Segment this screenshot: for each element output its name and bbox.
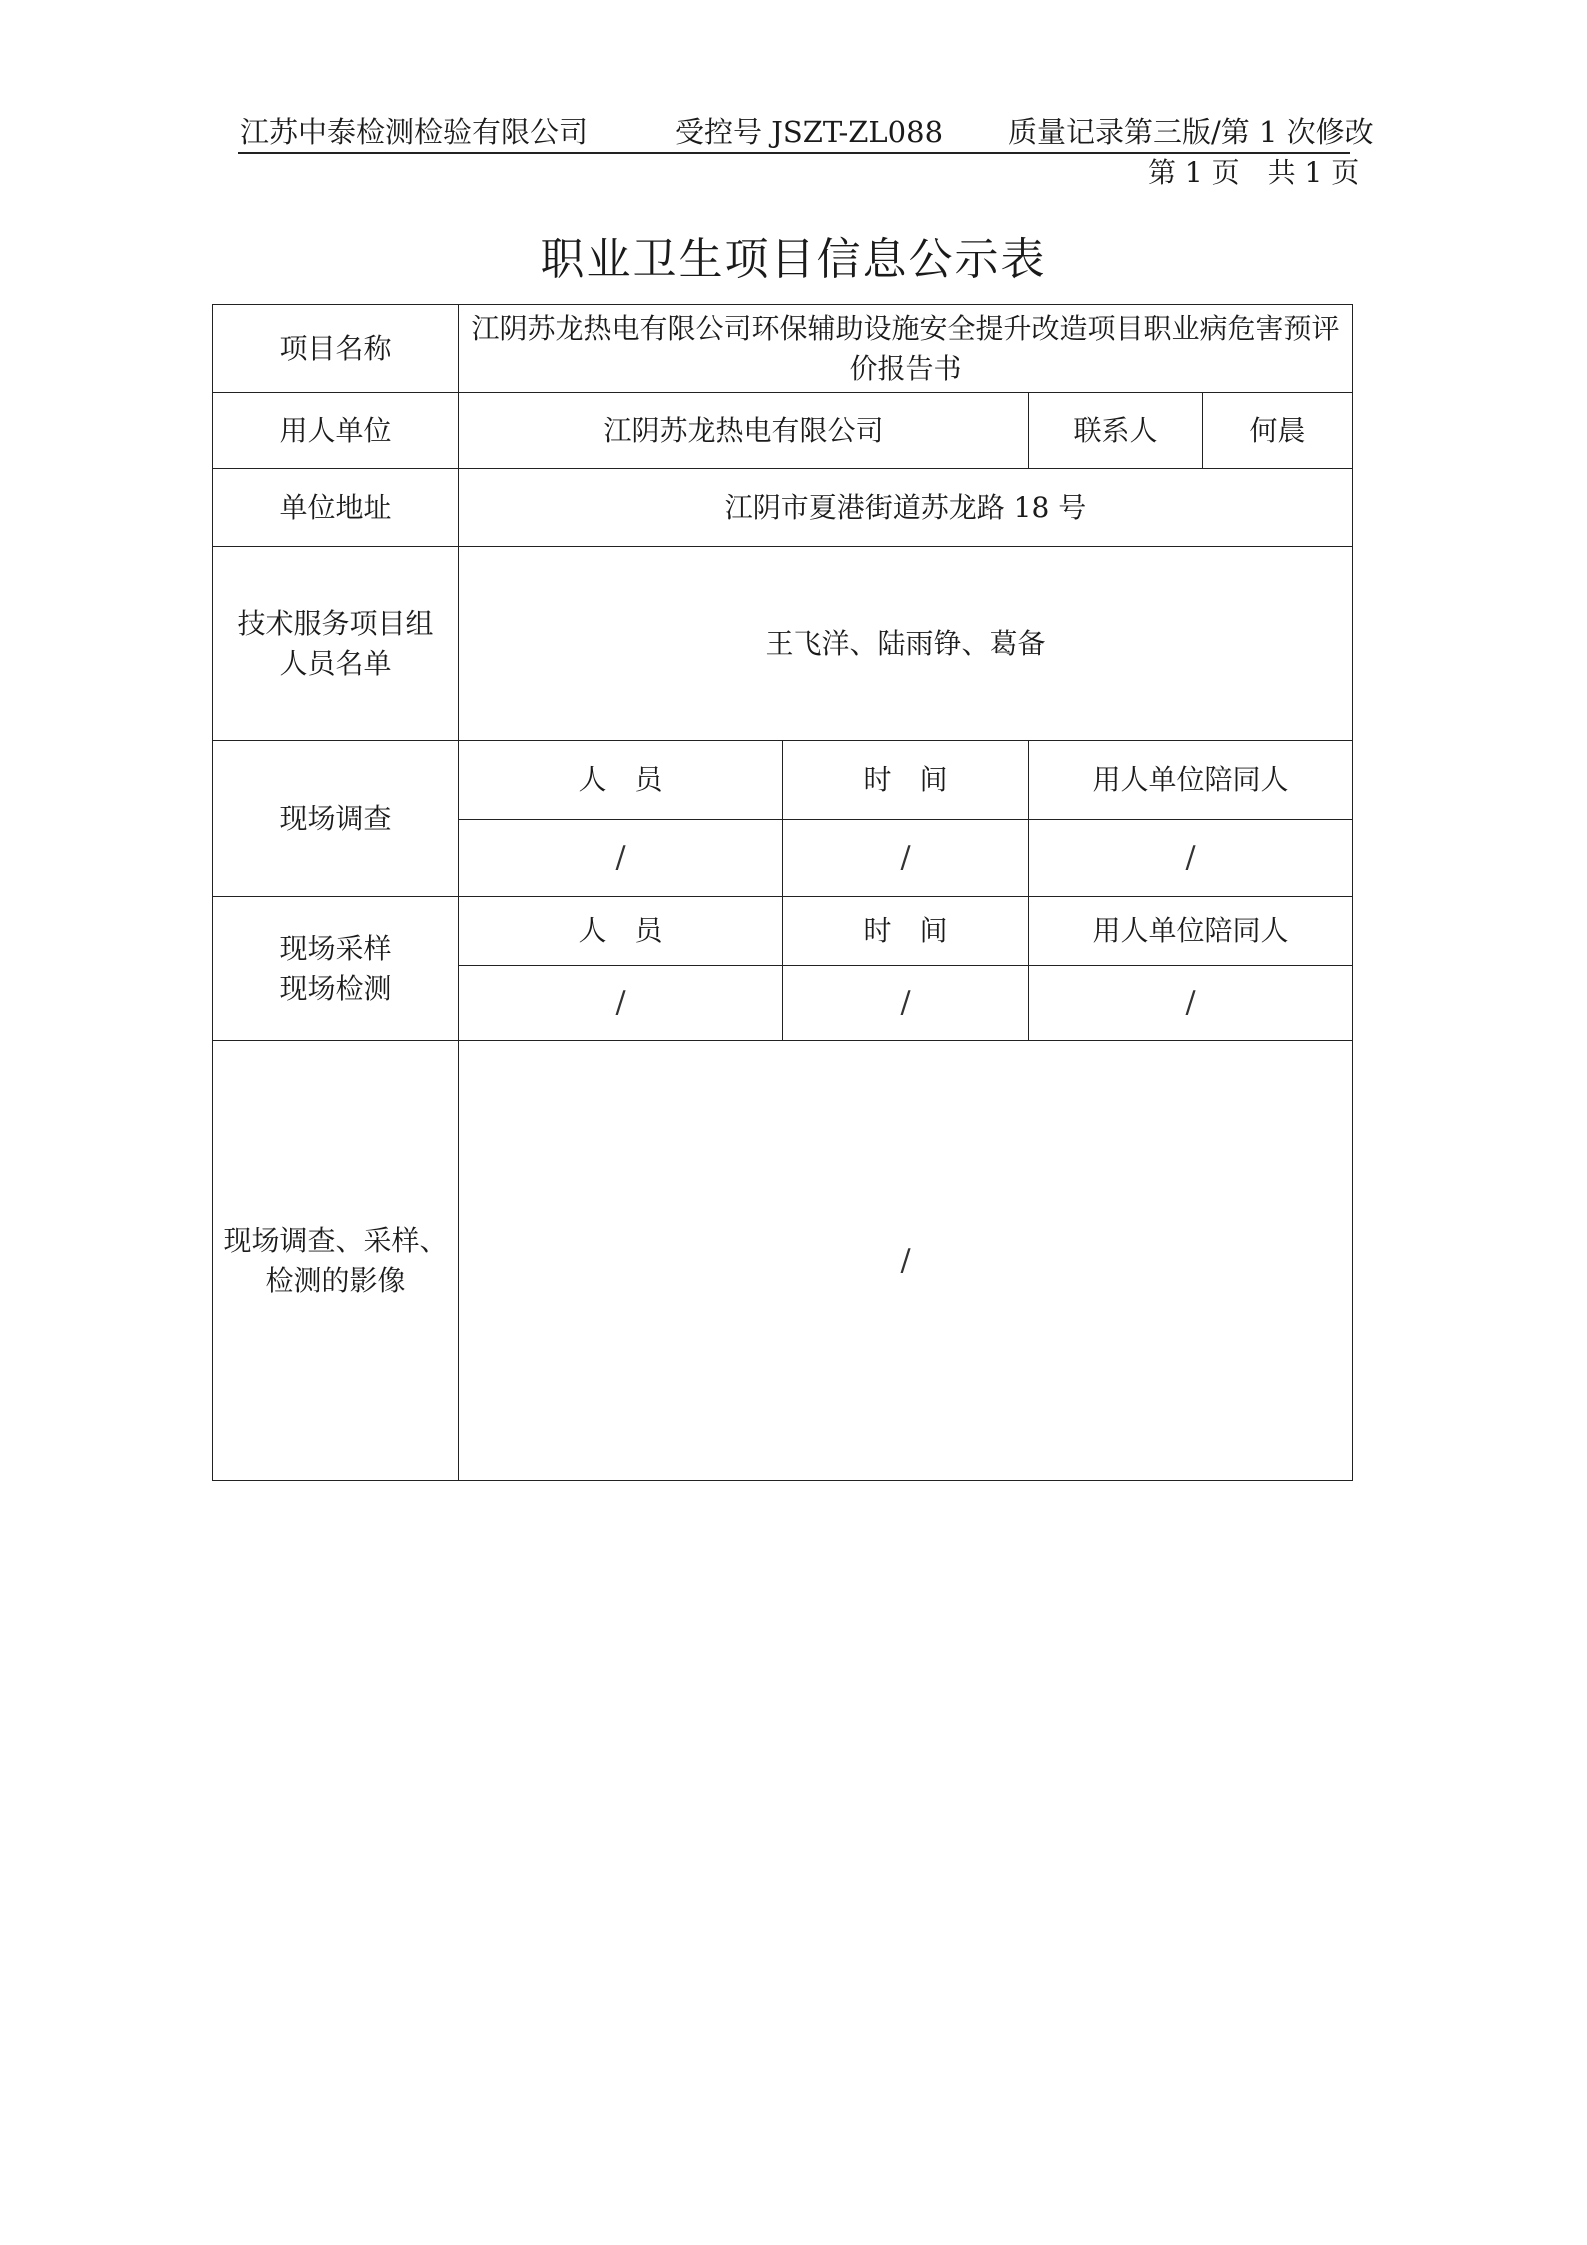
sampling-label-line1: 现场采样 [279, 931, 392, 965]
header-company: 江苏中泰检测检验有限公司 [240, 115, 589, 149]
survey-label: 现场调查 [213, 741, 459, 897]
sampling-header-time: 时 间 [783, 897, 1029, 966]
address-value: 江阴市夏港街道苏龙路 18 号 [459, 469, 1353, 547]
contact-value: 何晨 [1203, 393, 1353, 469]
sampling-value-personnel: / [459, 966, 783, 1041]
sampling-header-personnel: 人 员 [459, 897, 783, 966]
row-employer [213, 393, 1353, 469]
images-label-line1: 现场调查、采样、 [223, 1223, 448, 1257]
row-address [213, 469, 1353, 547]
sampling-value-escort: / [1029, 966, 1353, 1041]
survey-header-time: 时 间 [783, 741, 1029, 820]
images-label [213, 1041, 459, 1481]
project-name-value: 江阴苏龙热电有限公司环保辅助设施安全提升改造项目职业病危害预评价报告书 [459, 305, 1353, 393]
images-label-line2: 检测的影像 [265, 1263, 406, 1297]
page-info: 第 1 页 共 1 页 [1148, 156, 1360, 189]
survey-header-escort: 用人单位陪同人 [1029, 741, 1353, 820]
survey-value-time: / [783, 820, 1029, 897]
row-project-name [213, 305, 1353, 393]
images-value: / [459, 1041, 1353, 1481]
sampling-label-line2: 现场检测 [279, 971, 392, 1005]
row-survey-header [213, 741, 1353, 820]
header-record-version: 质量记录第三版/第 1 次修改 [1008, 115, 1374, 149]
address-label: 单位地址 [213, 469, 459, 547]
survey-header-personnel: 人 员 [459, 741, 783, 820]
contact-label: 联系人 [1029, 393, 1203, 469]
sampling-header-escort: 用人单位陪同人 [1029, 897, 1353, 966]
sampling-value-time: / [783, 966, 1029, 1041]
row-sampling-header [213, 897, 1353, 966]
project-name-label: 项目名称 [213, 305, 459, 393]
sampling-label [213, 897, 459, 1041]
team-label-line1: 技术服务项目组 [237, 606, 434, 640]
team-value: 王飞洋、陆雨铮、葛备 [459, 547, 1353, 741]
info-table [212, 304, 1353, 1481]
document-title: 职业卫生项目信息公示表 [540, 234, 1047, 285]
survey-value-escort: / [1029, 820, 1353, 897]
employer-value: 江阴苏龙热电有限公司 [459, 393, 1029, 469]
employer-label: 用人单位 [213, 393, 459, 469]
row-team [213, 547, 1353, 741]
header-control-number: 受控号 JSZT-ZL088 [675, 115, 944, 149]
team-label-line2: 人员名单 [279, 646, 392, 680]
team-label [213, 547, 459, 741]
survey-value-personnel: / [459, 820, 783, 897]
row-images [213, 1041, 1353, 1481]
